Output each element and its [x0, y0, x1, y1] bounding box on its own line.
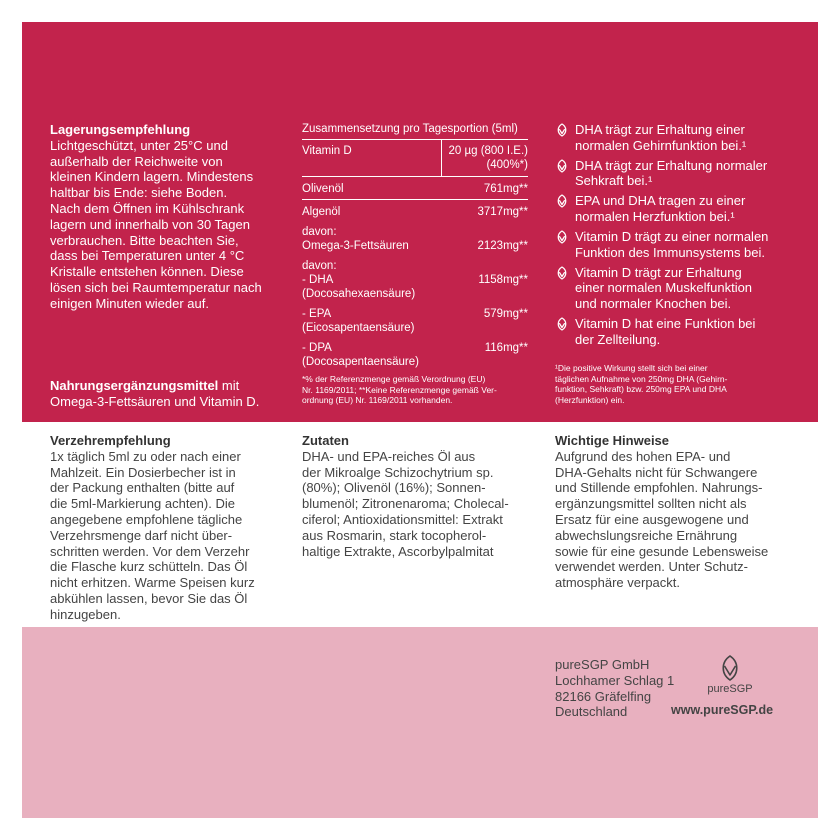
leaf-icon [555, 317, 569, 331]
usage-line: der Packung enthalten (bitte auf [50, 480, 235, 496]
claim-text: EPA und DHA tragen zu einer [575, 193, 746, 209]
nutrient-value: 761mg** [442, 177, 529, 200]
footnote-line: funktion, Sehkraft) bzw. 250mg EPA und DHA [555, 384, 727, 395]
usage-line: die 5ml-Markierung achten). Die [50, 496, 235, 512]
nutrient-value-amount: 20 µg (800 I.E.) [448, 145, 528, 157]
nutrition-table [302, 122, 528, 369]
claim-text: der Zellteilung. [575, 331, 661, 347]
nutrient-value: 2123mg** [477, 240, 528, 252]
storage-title: Lagerungsempfehlung [50, 122, 191, 137]
ingredients-line: (80%); Olivenöl (16%); Sonnen- [302, 480, 486, 496]
claims-footnote [555, 363, 795, 405]
claim-text: DHA trägt zur Erhaltung normaler [575, 157, 768, 173]
nutrient-name [302, 273, 442, 301]
notes-line: DHA-Gehalts nicht für Schwangere [555, 464, 758, 480]
claim-text: normalen Herzfunktion bei.¹ [575, 208, 735, 224]
company-street: Lochhamer Schlag 1 [555, 672, 675, 688]
nutrient-name [302, 253, 442, 273]
claim-text: einer normalen Muskelfunktion [575, 280, 753, 296]
leaf-icon [555, 123, 569, 137]
claim-text: normalen Gehirnfunktion bei.¹ [575, 137, 747, 153]
table-row [302, 335, 528, 369]
reference-notes [302, 374, 528, 406]
notes-section [555, 433, 787, 591]
claim-text: Vitamin D trägt zu einer normalen [575, 229, 769, 245]
table-row [302, 177, 528, 200]
nutrient-value: 3717mg** [477, 206, 528, 218]
ingredients-line: der Mikroalge Schizochytrium sp. [302, 464, 494, 480]
storage-line: Nach dem Öffnen im Kühlschrank [50, 200, 245, 216]
table-row [302, 273, 528, 301]
storage-line: haltbar bis Ende: siehe Boden. [50, 185, 228, 201]
note-line: Nr. 1169/2011; **Keine Referenzmenge gemäß Ver- [302, 384, 497, 395]
brand-logo [700, 654, 760, 696]
table-row [302, 253, 528, 273]
nutrient-subname: (Docosahexaensäure) [302, 288, 416, 300]
nutrient-value: 1158mg** [478, 274, 528, 286]
ingredients-section [302, 433, 534, 559]
notes-line: Ersatz für eine ausgewogene und [555, 511, 749, 527]
ingredients-line: aus Rosmarin, stark tocopherol- [302, 527, 487, 543]
claim-item [555, 229, 803, 260]
usage-title: Verzehrempfehlung [50, 433, 171, 448]
table-row [302, 301, 528, 335]
note-line: ordnung (EU) Nr. 1169/2011 vorhanden. [302, 395, 453, 406]
notes-line: abwechslungsreiche Ernährung [555, 527, 738, 543]
storage-line: verbrauchen. Bitte beachten Sie, [50, 232, 239, 248]
footnote-line: täglichen Aufnahme von 250mg DHA (Gehirn- [555, 373, 728, 384]
usage-line: angegebene empfohlene tägliche [50, 511, 243, 527]
product-text: Omega-3-Fettsäuren und Vitamin D. [50, 393, 260, 409]
claim-item [555, 193, 803, 224]
company-name: pureSGP GmbH [555, 657, 650, 672]
claim-item [555, 316, 803, 347]
table-row [302, 219, 528, 253]
product-description [50, 378, 290, 410]
nutrient-name [302, 301, 442, 335]
usage-line: Verzehrsmenge darf nicht über- [50, 527, 233, 543]
storage-line: lagern und innerhalb von 30 Tagen [50, 216, 250, 232]
nutrient-name-text: - DPA [302, 342, 332, 354]
nutrient-value-percent: (400%*) [486, 159, 528, 171]
nutrient-value: 116mg** [484, 342, 528, 354]
table-row [302, 140, 528, 177]
product-text: mit [218, 378, 240, 393]
nutrient-name: Algenöl [302, 206, 341, 218]
notes-line: Aufgrund des hohen EPA- und [555, 448, 731, 464]
usage-line: schritten werden. Vor dem Verzehr [50, 543, 250, 559]
usage-line: hinzugeben. [50, 606, 121, 622]
storage-line: dass bei Temperaturen unter 4 °C [50, 248, 245, 264]
notes-title: Wichtige Hinweise [555, 433, 670, 448]
note-line: *% der Referenzmenge gemäß Verordnung (EU) [302, 374, 486, 384]
ingredients-line: blumenöl; Zitronenaroma; Cholecal- [302, 496, 509, 512]
leaf-logo-icon [716, 654, 744, 682]
product-type: Nahrungsergänzungsmittel [50, 378, 219, 393]
leaf-icon [555, 230, 569, 244]
company-country: Deutschland [555, 704, 628, 720]
claim-text: und normaler Knochen bei. [575, 295, 732, 311]
claim-text: DHA trägt zur Erhaltung einer [575, 122, 745, 137]
nutrition-caption: Zusammensetzung pro Tagesportion (5ml) [302, 122, 528, 140]
storage-section [50, 122, 282, 312]
company-city: 82166 Gräfelfing [555, 688, 652, 704]
logo-text: pureSGP [707, 683, 753, 695]
leaf-icon [555, 194, 569, 208]
nutrient-prefix: davon: [302, 226, 337, 238]
usage-line: Mahlzeit. Ein Dosierbecher ist in [50, 464, 236, 480]
leaf-icon [555, 266, 569, 280]
storage-line: Lichtgeschützt, unter 25°C und [50, 137, 228, 153]
website-link[interactable]: www.pureSGP.de [671, 703, 774, 717]
nutrient-subname: (Docosapentaensäure) [302, 356, 419, 368]
storage-line: Kristalle entstehen können. Diese [50, 264, 244, 280]
usage-line: abkühlen lassen, bevor Sie das Öl [50, 590, 248, 606]
nutrient-prefix: davon: [302, 260, 337, 272]
usage-line: 1x täglich 5ml zu oder nach einer [50, 448, 241, 464]
claim-text: Vitamin D trägt zur Erhaltung [575, 264, 742, 280]
notes-line: und Stillende empfohlen. Nahrungs- [555, 480, 763, 496]
health-claims [555, 122, 803, 352]
notes-line: verwendet werden. Unter Schutz- [555, 559, 748, 575]
nutrient-name [302, 219, 442, 253]
claim-text: Sehkraft bei.¹ [575, 173, 653, 189]
table-row [302, 200, 528, 220]
company-address [555, 657, 674, 720]
nutrient-value: 579mg** [483, 308, 528, 320]
leaf-icon [555, 159, 569, 173]
claim-text: Funktion des Immunsystems bei. [575, 244, 766, 260]
nutrient-name: Vitamin D [302, 140, 442, 177]
nutrient-name-text: - DHA [302, 274, 334, 286]
claim-item [555, 122, 803, 153]
usage-section [50, 433, 282, 623]
footnote-line: (Herzfunktion) ein. [555, 394, 625, 405]
footnote-line: ¹Die positive Wirkung stellt sich bei einer [555, 363, 708, 373]
storage-line: kleinen Kindern lagern. Mindestens [50, 169, 254, 185]
nutrient-value [442, 140, 529, 177]
notes-line: ergänzungsmittel sollten nicht als [555, 496, 747, 512]
usage-line: die Flasche kurz schütteln. Das Öl [50, 559, 248, 575]
footer-panel [22, 627, 818, 818]
storage-line: außerhalb der Reichweite von [50, 153, 223, 169]
storage-line: lösen sich bei Raumtemperatur nach [50, 279, 262, 295]
nutrient-name-text: Omega-3-Fettsäuren [302, 240, 409, 252]
notes-line: sowie für eine gesunde Lebensweise [555, 543, 769, 559]
nutrient-name-text: - EPA [302, 308, 332, 320]
ingredients-line: ciferol; Antioxidationsmittel: Extrakt [302, 511, 503, 527]
notes-line: atmosphäre verpackt. [555, 575, 681, 591]
storage-line: einigen Minuten wieder auf. [50, 295, 209, 311]
claim-item [555, 158, 803, 189]
ingredients-line: DHA- und EPA-reiches Öl aus [302, 448, 476, 464]
claim-text: Vitamin D hat eine Funktion bei [575, 316, 756, 332]
nutrient-name: Olivenöl [302, 177, 442, 200]
nutrient-name [302, 335, 442, 369]
claim-item [555, 265, 803, 312]
usage-line: nicht erhitzen. Warme Speisen kurz [50, 575, 255, 591]
nutrient-subname: (Eicosapentaensäure) [302, 322, 415, 334]
ingredients-title: Zutaten [302, 433, 349, 448]
ingredients-line: haltige Extrakte, Ascorbylpalmitat [302, 543, 494, 559]
